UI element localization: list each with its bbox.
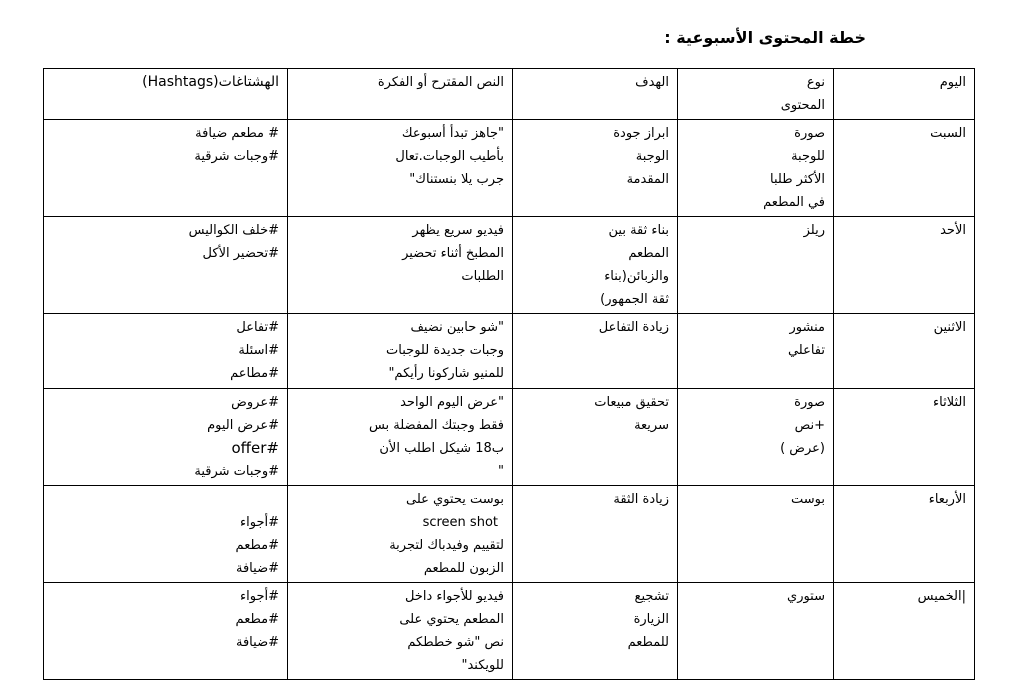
header-hashtags: الهشتاغات(Hashtags) xyxy=(44,69,288,120)
cell-text: "شو حابين نضيف وجبات جديدة للوجبات للمنيو شاركونا رأيكم" xyxy=(288,314,513,389)
cell-content-type: بوست xyxy=(678,486,834,583)
cell-goal: تحقيق مبيعات سريعة xyxy=(513,389,678,486)
table-header-row xyxy=(44,69,975,120)
cell-text: فيديو للأجواء داخل المطعم يحتوي على نص "شو خططكم للويكند" xyxy=(288,583,513,680)
cell-day: |الخميس xyxy=(834,583,975,680)
cell-goal: زيادة التفاعل xyxy=(513,314,678,389)
cell-hashtags: # مطعم ضيافة #وجبات شرقية xyxy=(44,120,288,217)
cell-hashtags: #تفاعل #اسئلة #مطاعم xyxy=(44,314,288,389)
cell-hashtags: #أجواء #مطعم #ضيافة xyxy=(44,583,288,680)
table-row xyxy=(44,217,975,314)
cell-day: الثلاثاء xyxy=(834,389,975,486)
cell-hashtags: #خلف الكواليس #تحضير الأكل xyxy=(44,217,288,314)
cell-content-type: صورة +نص (عرض ) xyxy=(678,389,834,486)
cell-hashtags: #أجواء #مطعم #ضيافة xyxy=(44,486,288,583)
cell-day: السبت xyxy=(834,120,975,217)
table-row xyxy=(44,314,975,389)
cell-goal: بناء ثقة بين المطعم والزبائن(بناء ثقة الجمهور) xyxy=(513,217,678,314)
cell-content-type: منشور تفاعلي xyxy=(678,314,834,389)
cell-day: الأربعاء xyxy=(834,486,975,583)
cell-text: "جاهز تبدأ أسبوعك بأطيب الوجبات.تعال جرب يلا بنستناك" xyxy=(288,120,513,217)
table-row xyxy=(44,120,975,217)
cell-text: فيديو سريع يظهر المطبخ أثناء تحضير الطلبات xyxy=(288,217,513,314)
weekly-content-table xyxy=(43,68,975,680)
header-content-type: نوع المحتوى xyxy=(678,69,834,120)
page-title: خطة المحتوى الأسبوعية : xyxy=(664,28,866,47)
cell-content-type: صورة للوجبة الأكثر طلبا في المطعم xyxy=(678,120,834,217)
cell-goal: زيادة الثقة xyxy=(513,486,678,583)
table-row xyxy=(44,389,975,486)
cell-text: بوست يحتوي على screen shot لتقييم وفيدباك لتجربة الزبون للمطعم xyxy=(288,486,513,583)
cell-content-type: ستوري xyxy=(678,583,834,680)
table-row xyxy=(44,486,975,583)
cell-goal: ابراز جودة الوجبة المقدمة xyxy=(513,120,678,217)
cell-text: "عرض اليوم الواحد فقط وجبتك المفضلة بس ب18 شيكل اطلب الأن " xyxy=(288,389,513,486)
cell-hashtags: #عروض #عرض اليوم #offer #وجبات شرقية xyxy=(44,389,288,486)
cell-goal: تشجيع الزيارة للمطعم xyxy=(513,583,678,680)
header-day: اليوم xyxy=(834,69,975,120)
header-goal: الهدف xyxy=(513,69,678,120)
cell-day: الأحد xyxy=(834,217,975,314)
table-row xyxy=(44,583,975,680)
cell-day: الاثنين xyxy=(834,314,975,389)
header-text: النص المقترح أو الفكرة xyxy=(288,69,513,120)
cell-content-type: ريلز xyxy=(678,217,834,314)
